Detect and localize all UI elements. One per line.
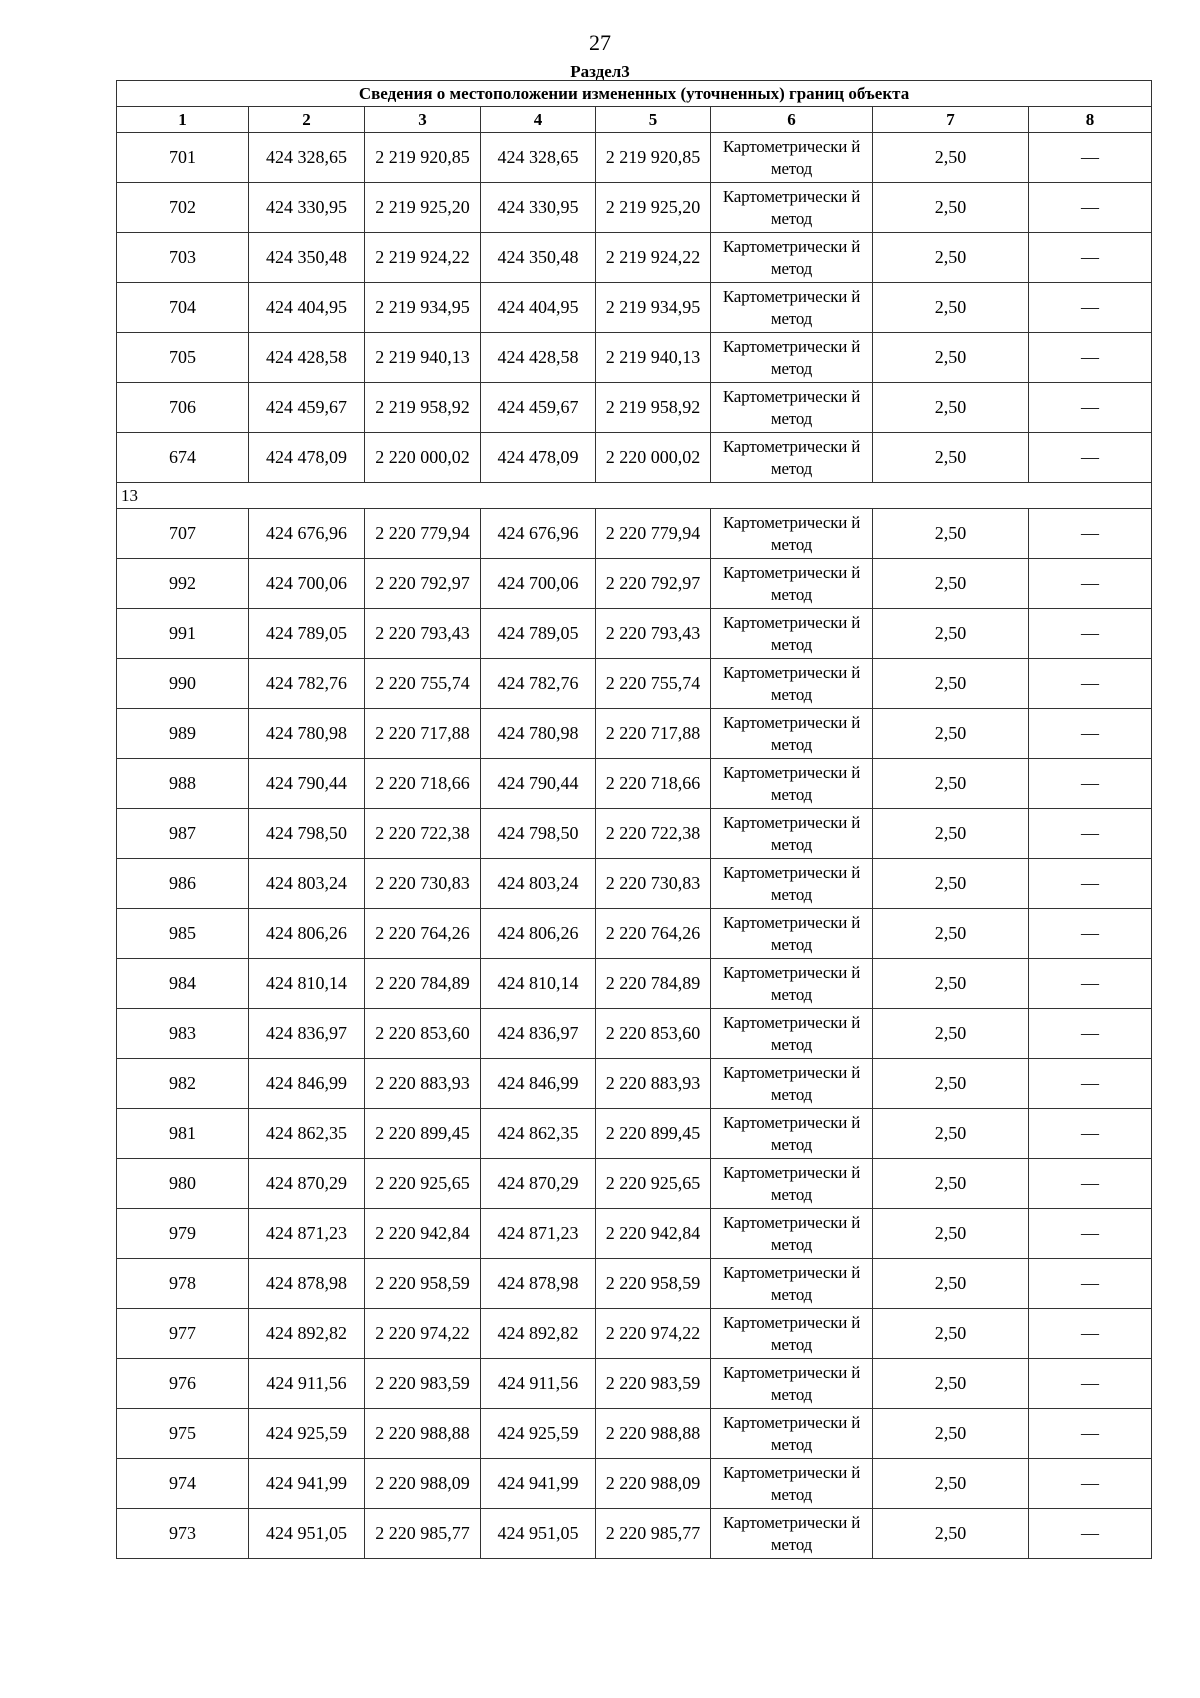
x-new-cell: 424 798,50	[481, 809, 596, 859]
column-header: 7	[873, 107, 1029, 133]
description-cell: —	[1029, 383, 1152, 433]
point-number-cell: 979	[117, 1209, 249, 1259]
description-cell: —	[1029, 183, 1152, 233]
description-cell: —	[1029, 1309, 1152, 1359]
group-label: 13	[117, 483, 1152, 509]
y-existing-cell: 2 220 985,77	[365, 1509, 481, 1559]
method-cell: Картометрически й метод	[711, 1259, 873, 1309]
y-existing-cell: 2 220 942,84	[365, 1209, 481, 1259]
section-title: Раздел3	[570, 62, 630, 81]
x-new-cell: 424 870,29	[481, 1159, 596, 1209]
description-cell: —	[1029, 759, 1152, 809]
point-number-cell: 988	[117, 759, 249, 809]
x-new-cell: 424 806,26	[481, 909, 596, 959]
y-existing-cell: 2 220 974,22	[365, 1309, 481, 1359]
table-row	[117, 509, 1152, 559]
y-new-cell: 2 220 883,93	[596, 1059, 711, 1109]
description-cell: —	[1029, 909, 1152, 959]
point-number-cell: 987	[117, 809, 249, 859]
accuracy-cell: 2,50	[873, 133, 1029, 183]
x-new-cell: 424 790,44	[481, 759, 596, 809]
x-new-cell: 424 810,14	[481, 959, 596, 1009]
column-header: 3	[365, 107, 481, 133]
accuracy-cell: 2,50	[873, 333, 1029, 383]
y-existing-cell: 2 220 718,66	[365, 759, 481, 809]
x-existing-cell: 424 782,76	[249, 659, 365, 709]
table-row	[117, 809, 1152, 859]
x-existing-cell: 424 871,23	[249, 1209, 365, 1259]
accuracy-cell: 2,50	[873, 1109, 1029, 1159]
method-cell: Картометрически й метод	[711, 1509, 873, 1559]
method-cell: Картометрически й метод	[711, 1159, 873, 1209]
y-new-cell: 2 219 940,13	[596, 333, 711, 383]
y-existing-cell: 2 220 983,59	[365, 1359, 481, 1409]
column-header: 5	[596, 107, 711, 133]
x-new-cell: 424 803,24	[481, 859, 596, 909]
x-existing-cell: 424 789,05	[249, 609, 365, 659]
accuracy-cell: 2,50	[873, 1159, 1029, 1209]
point-number-cell: 981	[117, 1109, 249, 1159]
x-new-cell: 424 676,96	[481, 509, 596, 559]
accuracy-cell: 2,50	[873, 233, 1029, 283]
table-row	[117, 433, 1152, 483]
table-row	[117, 183, 1152, 233]
y-new-cell: 2 220 792,97	[596, 559, 711, 609]
x-existing-cell: 424 878,98	[249, 1259, 365, 1309]
x-new-cell: 424 478,09	[481, 433, 596, 483]
column-header: 4	[481, 107, 596, 133]
accuracy-cell: 2,50	[873, 1359, 1029, 1409]
accuracy-cell: 2,50	[873, 433, 1029, 483]
x-new-cell: 424 459,67	[481, 383, 596, 433]
table-row	[117, 1409, 1152, 1459]
point-number-cell: 704	[117, 283, 249, 333]
accuracy-cell: 2,50	[873, 1059, 1029, 1109]
y-new-cell: 2 220 722,38	[596, 809, 711, 859]
description-cell: —	[1029, 1409, 1152, 1459]
method-cell: Картометрически й метод	[711, 659, 873, 709]
y-existing-cell: 2 219 940,13	[365, 333, 481, 383]
description-cell: —	[1029, 609, 1152, 659]
x-existing-cell: 424 925,59	[249, 1409, 365, 1459]
x-existing-cell: 424 870,29	[249, 1159, 365, 1209]
description-cell: —	[1029, 433, 1152, 483]
description-cell: —	[1029, 809, 1152, 859]
y-existing-cell: 2 220 779,94	[365, 509, 481, 559]
accuracy-cell: 2,50	[873, 809, 1029, 859]
x-new-cell: 424 782,76	[481, 659, 596, 709]
y-existing-cell: 2 220 730,83	[365, 859, 481, 909]
x-new-cell: 424 330,95	[481, 183, 596, 233]
method-cell: Картометрически й метод	[711, 283, 873, 333]
method-cell: Картометрически й метод	[711, 133, 873, 183]
x-existing-cell: 424 790,44	[249, 759, 365, 809]
method-cell: Картометрически й метод	[711, 1309, 873, 1359]
x-existing-cell: 424 810,14	[249, 959, 365, 1009]
description-cell: —	[1029, 1009, 1152, 1059]
y-new-cell: 2 220 755,74	[596, 659, 711, 709]
x-new-cell: 424 871,23	[481, 1209, 596, 1259]
point-number-cell: 707	[117, 509, 249, 559]
x-existing-cell: 424 803,24	[249, 859, 365, 909]
x-existing-cell: 424 806,26	[249, 909, 365, 959]
point-number-cell: 983	[117, 1009, 249, 1059]
table-row	[117, 759, 1152, 809]
y-new-cell: 2 219 925,20	[596, 183, 711, 233]
table-row	[117, 383, 1152, 433]
table-row	[117, 1259, 1152, 1309]
point-number-cell: 706	[117, 383, 249, 433]
accuracy-cell: 2,50	[873, 183, 1029, 233]
column-header: 8	[1029, 107, 1152, 133]
table-row	[117, 133, 1152, 183]
y-new-cell: 2 220 718,66	[596, 759, 711, 809]
method-cell: Картометрически й метод	[711, 959, 873, 1009]
y-existing-cell: 2 219 924,22	[365, 233, 481, 283]
y-existing-cell: 2 220 925,65	[365, 1159, 481, 1209]
page-number: 27	[589, 30, 611, 55]
column-header: 6	[711, 107, 873, 133]
y-existing-cell: 2 220 853,60	[365, 1009, 481, 1059]
method-cell: Картометрически й метод	[711, 433, 873, 483]
x-new-cell: 424 350,48	[481, 233, 596, 283]
coordinates-table	[116, 80, 1152, 1559]
description-cell: —	[1029, 1109, 1152, 1159]
column-header-row	[117, 107, 1152, 133]
x-existing-cell: 424 846,99	[249, 1059, 365, 1109]
method-cell: Картометрически й метод	[711, 1359, 873, 1409]
accuracy-cell: 2,50	[873, 283, 1029, 333]
y-new-cell: 2 220 985,77	[596, 1509, 711, 1559]
accuracy-cell: 2,50	[873, 1459, 1029, 1509]
point-number-cell: 702	[117, 183, 249, 233]
table-row	[117, 1509, 1152, 1559]
y-new-cell: 2 220 853,60	[596, 1009, 711, 1059]
accuracy-cell: 2,50	[873, 559, 1029, 609]
y-existing-cell: 2 220 000,02	[365, 433, 481, 483]
x-new-cell: 424 789,05	[481, 609, 596, 659]
method-cell: Картометрически й метод	[711, 909, 873, 959]
x-existing-cell: 424 780,98	[249, 709, 365, 759]
x-existing-cell: 424 836,97	[249, 1009, 365, 1059]
method-cell: Картометрически й метод	[711, 1459, 873, 1509]
method-cell: Картометрически й метод	[711, 333, 873, 383]
accuracy-cell: 2,50	[873, 609, 1029, 659]
y-new-cell: 2 220 958,59	[596, 1259, 711, 1309]
table-caption: Сведения о местоположении измененных (уточненных) границ объекта	[117, 81, 1152, 107]
accuracy-cell: 2,50	[873, 1259, 1029, 1309]
y-existing-cell: 2 220 792,97	[365, 559, 481, 609]
point-number-cell: 990	[117, 659, 249, 709]
method-cell: Картометрически й метод	[711, 859, 873, 909]
point-number-cell: 982	[117, 1059, 249, 1109]
table-row	[117, 1109, 1152, 1159]
y-existing-cell: 2 220 764,26	[365, 909, 481, 959]
x-new-cell: 424 862,35	[481, 1109, 596, 1159]
y-new-cell: 2 220 784,89	[596, 959, 711, 1009]
x-new-cell: 424 404,95	[481, 283, 596, 333]
point-number-cell: 984	[117, 959, 249, 1009]
point-number-cell: 973	[117, 1509, 249, 1559]
x-existing-cell: 424 892,82	[249, 1309, 365, 1359]
x-new-cell: 424 700,06	[481, 559, 596, 609]
point-number-cell: 703	[117, 233, 249, 283]
method-cell: Картометрически й метод	[711, 609, 873, 659]
description-cell: —	[1029, 509, 1152, 559]
table-row	[117, 333, 1152, 383]
x-existing-cell: 424 862,35	[249, 1109, 365, 1159]
x-existing-cell: 424 350,48	[249, 233, 365, 283]
y-existing-cell: 2 220 988,88	[365, 1409, 481, 1459]
column-header: 2	[249, 107, 365, 133]
x-existing-cell: 424 676,96	[249, 509, 365, 559]
method-cell: Картометрически й метод	[711, 709, 873, 759]
y-existing-cell: 2 220 755,74	[365, 659, 481, 709]
x-new-cell: 424 328,65	[481, 133, 596, 183]
point-number-cell: 975	[117, 1409, 249, 1459]
column-header: 1	[117, 107, 249, 133]
table-row	[117, 1309, 1152, 1359]
x-existing-cell: 424 428,58	[249, 333, 365, 383]
table-row	[117, 1059, 1152, 1109]
x-new-cell: 424 428,58	[481, 333, 596, 383]
point-number-cell: 974	[117, 1459, 249, 1509]
y-new-cell: 2 220 988,09	[596, 1459, 711, 1509]
method-cell: Картометрически й метод	[711, 559, 873, 609]
accuracy-cell: 2,50	[873, 709, 1029, 759]
y-existing-cell: 2 220 793,43	[365, 609, 481, 659]
x-existing-cell: 424 941,99	[249, 1459, 365, 1509]
accuracy-cell: 2,50	[873, 659, 1029, 709]
y-existing-cell: 2 220 717,88	[365, 709, 481, 759]
table-row	[117, 1359, 1152, 1409]
x-existing-cell: 424 798,50	[249, 809, 365, 859]
x-existing-cell: 424 700,06	[249, 559, 365, 609]
y-existing-cell: 2 219 925,20	[365, 183, 481, 233]
description-cell: —	[1029, 659, 1152, 709]
y-existing-cell: 2 220 988,09	[365, 1459, 481, 1509]
y-new-cell: 2 220 899,45	[596, 1109, 711, 1159]
x-existing-cell: 424 328,65	[249, 133, 365, 183]
method-cell: Картометрически й метод	[711, 183, 873, 233]
method-cell: Картометрически й метод	[711, 1009, 873, 1059]
method-cell: Картометрически й метод	[711, 809, 873, 859]
method-cell: Картометрически й метод	[711, 1059, 873, 1109]
description-cell: —	[1029, 1159, 1152, 1209]
y-new-cell: 2 219 934,95	[596, 283, 711, 333]
point-number-cell: 989	[117, 709, 249, 759]
point-number-cell: 991	[117, 609, 249, 659]
y-new-cell: 2 219 924,22	[596, 233, 711, 283]
point-number-cell: 701	[117, 133, 249, 183]
point-number-cell: 977	[117, 1309, 249, 1359]
method-cell: Картометрически й метод	[711, 759, 873, 809]
accuracy-cell: 2,50	[873, 859, 1029, 909]
x-new-cell: 424 878,98	[481, 1259, 596, 1309]
point-number-cell: 985	[117, 909, 249, 959]
group-label-row	[117, 483, 1152, 509]
x-new-cell: 424 911,56	[481, 1359, 596, 1409]
x-new-cell: 424 892,82	[481, 1309, 596, 1359]
y-new-cell: 2 220 730,83	[596, 859, 711, 909]
y-existing-cell: 2 219 958,92	[365, 383, 481, 433]
table-row	[117, 283, 1152, 333]
y-existing-cell: 2 220 784,89	[365, 959, 481, 1009]
point-number-cell: 705	[117, 333, 249, 383]
description-cell: —	[1029, 709, 1152, 759]
accuracy-cell: 2,50	[873, 959, 1029, 1009]
description-cell: —	[1029, 959, 1152, 1009]
point-number-cell: 980	[117, 1159, 249, 1209]
description-cell: —	[1029, 333, 1152, 383]
description-cell: —	[1029, 859, 1152, 909]
description-cell: —	[1029, 133, 1152, 183]
accuracy-cell: 2,50	[873, 1009, 1029, 1059]
method-cell: Картометрически й метод	[711, 509, 873, 559]
x-new-cell: 424 780,98	[481, 709, 596, 759]
y-new-cell: 2 220 764,26	[596, 909, 711, 959]
accuracy-cell: 2,50	[873, 909, 1029, 959]
x-existing-cell: 424 459,67	[249, 383, 365, 433]
description-cell: —	[1029, 559, 1152, 609]
method-cell: Картометрически й метод	[711, 233, 873, 283]
x-existing-cell: 424 404,95	[249, 283, 365, 333]
description-cell: —	[1029, 1259, 1152, 1309]
y-existing-cell: 2 220 722,38	[365, 809, 481, 859]
table-row	[117, 909, 1152, 959]
accuracy-cell: 2,50	[873, 1209, 1029, 1259]
table-row	[117, 559, 1152, 609]
point-number-cell: 992	[117, 559, 249, 609]
y-new-cell: 2 219 958,92	[596, 383, 711, 433]
table-row	[117, 1009, 1152, 1059]
y-existing-cell: 2 219 920,85	[365, 133, 481, 183]
accuracy-cell: 2,50	[873, 509, 1029, 559]
table-row	[117, 709, 1152, 759]
method-cell: Картометрически й метод	[711, 1109, 873, 1159]
y-existing-cell: 2 220 899,45	[365, 1109, 481, 1159]
x-existing-cell: 424 951,05	[249, 1509, 365, 1559]
y-new-cell: 2 220 942,84	[596, 1209, 711, 1259]
y-new-cell: 2 220 717,88	[596, 709, 711, 759]
y-new-cell: 2 220 983,59	[596, 1359, 711, 1409]
y-new-cell: 2 220 925,65	[596, 1159, 711, 1209]
accuracy-cell: 2,50	[873, 1509, 1029, 1559]
x-new-cell: 424 951,05	[481, 1509, 596, 1559]
y-existing-cell: 2 220 958,59	[365, 1259, 481, 1309]
y-new-cell: 2 220 779,94	[596, 509, 711, 559]
x-existing-cell: 424 478,09	[249, 433, 365, 483]
x-new-cell: 424 941,99	[481, 1459, 596, 1509]
y-new-cell: 2 220 793,43	[596, 609, 711, 659]
x-new-cell: 424 925,59	[481, 1409, 596, 1459]
description-cell: —	[1029, 1359, 1152, 1409]
x-new-cell: 424 836,97	[481, 1009, 596, 1059]
accuracy-cell: 2,50	[873, 1409, 1029, 1459]
table-row	[117, 1209, 1152, 1259]
y-new-cell: 2 219 920,85	[596, 133, 711, 183]
x-existing-cell: 424 911,56	[249, 1359, 365, 1409]
point-number-cell: 978	[117, 1259, 249, 1309]
table-row	[117, 1159, 1152, 1209]
accuracy-cell: 2,50	[873, 383, 1029, 433]
table-row	[117, 659, 1152, 709]
table-row	[117, 233, 1152, 283]
accuracy-cell: 2,50	[873, 1309, 1029, 1359]
accuracy-cell: 2,50	[873, 759, 1029, 809]
description-cell: —	[1029, 1509, 1152, 1559]
table-row	[117, 859, 1152, 909]
point-number-cell: 976	[117, 1359, 249, 1409]
table-body	[117, 133, 1152, 1559]
description-cell: —	[1029, 233, 1152, 283]
y-new-cell: 2 220 974,22	[596, 1309, 711, 1359]
point-number-cell: 986	[117, 859, 249, 909]
table-row	[117, 609, 1152, 659]
method-cell: Картометрически й метод	[711, 383, 873, 433]
y-existing-cell: 2 220 883,93	[365, 1059, 481, 1109]
method-cell: Картометрически й метод	[711, 1209, 873, 1259]
y-new-cell: 2 220 000,02	[596, 433, 711, 483]
table-row	[117, 1459, 1152, 1509]
x-existing-cell: 424 330,95	[249, 183, 365, 233]
method-cell: Картометрически й метод	[711, 1409, 873, 1459]
table-row	[117, 959, 1152, 1009]
description-cell: —	[1029, 283, 1152, 333]
y-new-cell: 2 220 988,88	[596, 1409, 711, 1459]
description-cell: —	[1029, 1059, 1152, 1109]
description-cell: —	[1029, 1459, 1152, 1509]
description-cell: —	[1029, 1209, 1152, 1259]
y-existing-cell: 2 219 934,95	[365, 283, 481, 333]
x-new-cell: 424 846,99	[481, 1059, 596, 1109]
point-number-cell: 674	[117, 433, 249, 483]
